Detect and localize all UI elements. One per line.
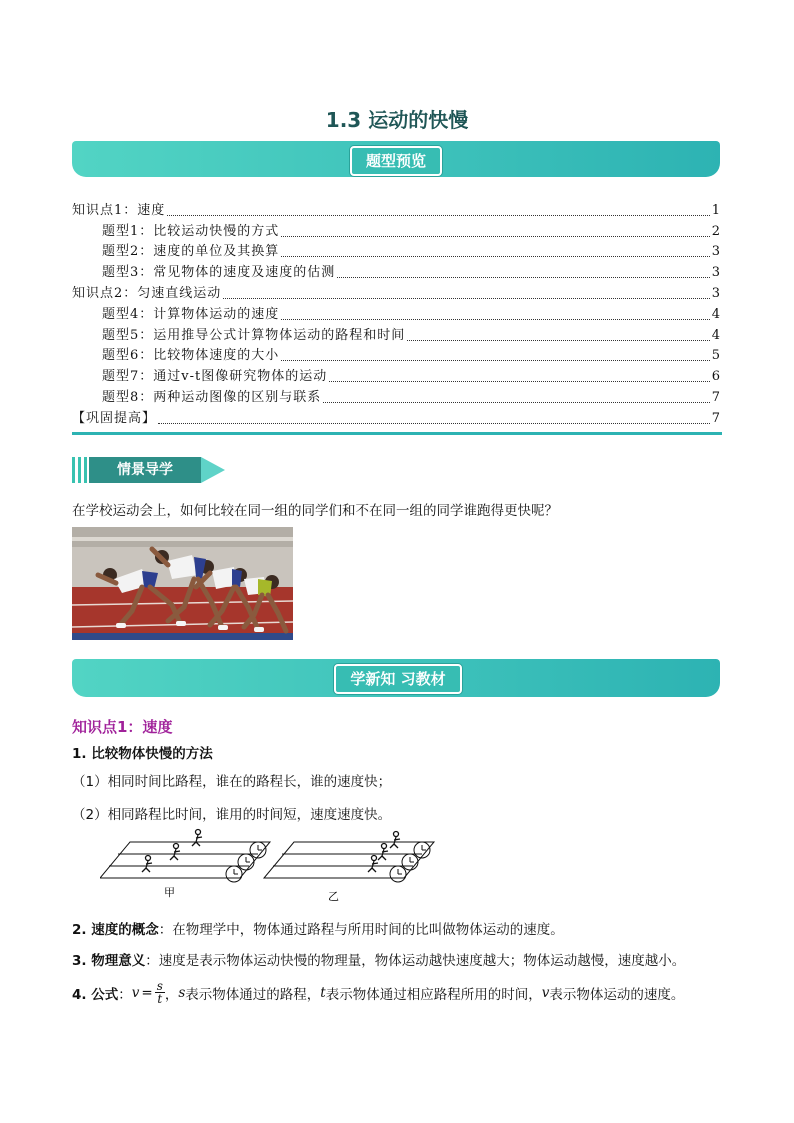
paragraph-label: 3. 物理意义 — [72, 953, 146, 969]
toc-entry-text: 题型4：计算物体运动的速度 — [102, 306, 280, 322]
symbol-s: s — [178, 984, 186, 1001]
toc-leader-dots — [281, 236, 709, 237]
toc-leader-dots — [158, 423, 710, 424]
toc-page-number: 4 — [711, 327, 720, 343]
figure-caption-b: 乙 — [328, 890, 339, 902]
page-title: 1.3 运动的快慢 — [325, 108, 469, 132]
toc-entry-text: 题型8：两种运动图像的区别与联系 — [102, 389, 322, 405]
scene-question: 在学校运动会上，如何比较在同一组的同学们和不在同一组的同学谁跑得更快呢？ — [72, 503, 558, 519]
colon: ： — [118, 986, 132, 1003]
stripe-decoration — [84, 457, 87, 483]
toc-leader-dots — [323, 402, 709, 403]
toc-leader-dots — [329, 381, 709, 382]
paragraph-text: ， — [164, 986, 179, 1003]
banner-label-learn: 学新知 习教材 — [334, 664, 462, 694]
toc-row[interactable] — [72, 242, 720, 263]
stripe-decoration — [78, 457, 81, 483]
paragraph-meaning — [72, 949, 685, 969]
formula-equals: = — [141, 984, 153, 1001]
race-comparison-figure — [100, 826, 440, 902]
toc-leader-dots — [281, 256, 709, 257]
toc-leader-dots — [281, 319, 709, 320]
paragraph-formula — [72, 980, 684, 1005]
toc-entry-text: 知识点2：匀速直线运动 — [72, 285, 222, 301]
toc-entry-text: 【巩固提高】 — [72, 410, 157, 426]
toc-row[interactable] — [72, 262, 720, 283]
toc-row[interactable] — [72, 221, 720, 242]
table-of-contents — [72, 200, 720, 429]
toc-row[interactable] — [72, 200, 720, 221]
toc-leader-dots — [337, 277, 709, 278]
toc-entry-text: 题型1：比较运动快慢的方式 — [102, 223, 280, 239]
toc-page-number: 1 — [711, 202, 720, 218]
toc-row[interactable] — [72, 325, 720, 346]
paragraph-text: 表示物体通过的路程， — [185, 986, 321, 1003]
toc-row[interactable] — [72, 346, 720, 367]
toc-entry-text: 题型5：运用推导公式计算物体运动的路程和时间 — [102, 327, 406, 343]
toc-leader-dots — [281, 360, 709, 361]
toc-page-number: 3 — [711, 265, 720, 281]
toc-page-number: 7 — [711, 389, 720, 405]
figure-caption-a: 甲 — [164, 886, 175, 899]
paragraph-concept — [72, 918, 564, 938]
toc-entry-text: 题型3：常见物体的速度及速度的估测 — [102, 265, 336, 281]
toc-entry-text: 题型7：通过v-t图像研究物体的运动 — [102, 369, 328, 385]
toc-leader-dots — [167, 215, 709, 216]
fraction-denominator: t — [157, 992, 163, 1006]
knowledge-point-heading: 知识点1：速度 — [72, 718, 173, 736]
toc-page-number: 3 — [711, 285, 720, 301]
toc-divider — [72, 432, 722, 435]
toc-page-number: 2 — [711, 223, 720, 239]
stripe-decoration — [72, 457, 75, 483]
toc-page-number: 7 — [711, 410, 720, 426]
toc-entry-text: 题型2：速度的单位及其换算 — [102, 244, 280, 260]
paragraph-label: 4. 公式 — [72, 986, 119, 1003]
toc-entry-text: 知识点1：速度 — [72, 202, 166, 218]
banner-label-preview: 题型预览 — [350, 146, 442, 176]
paragraph-text: 表示物体运动的速度。 — [549, 986, 685, 1003]
toc-row[interactable] — [72, 387, 720, 408]
section-title: 1. 比较物体快慢的方法 — [72, 746, 213, 762]
toc-page-number: 4 — [711, 306, 720, 322]
toc-row[interactable] — [72, 408, 720, 429]
sprinters-photo — [72, 527, 293, 640]
toc-page-number: 6 — [711, 369, 720, 385]
list-item: （1）相同时间比路程，谁在的路程长，谁的速度快； — [72, 774, 392, 790]
toc-leader-dots — [223, 298, 709, 299]
toc-page-number: 5 — [711, 348, 720, 364]
toc-row[interactable] — [72, 283, 720, 304]
toc-page-number: 3 — [711, 244, 720, 260]
fraction-numerator: s — [156, 979, 163, 993]
toc-row[interactable] — [72, 366, 720, 387]
toc-leader-dots — [407, 340, 709, 341]
list-item: （2）相同路程比时间，谁用的时间短，速度速度快。 — [72, 807, 392, 823]
symbol-t: t — [320, 984, 326, 1001]
paragraph-text: ：速度是表示物体运动快慢的物理量，物体运动越快速度越大；物体运动越慢，速度越小。 — [145, 953, 686, 969]
formula-fraction — [155, 980, 165, 1005]
paragraph-text: ：在物理学中，物体通过路程与所用时间的比叫做物体运动的速度。 — [158, 922, 564, 938]
toc-row[interactable] — [72, 304, 720, 325]
paragraph-text: 表示物体通过相应路程所用的时间， — [325, 986, 542, 1003]
symbol-v: v — [541, 984, 550, 1001]
paragraph-label: 2. 速度的概念 — [72, 922, 159, 938]
scene-label: 情景导学 — [89, 457, 201, 483]
arrow-icon — [201, 457, 225, 483]
formula-v: v — [131, 984, 140, 1001]
toc-entry-text: 题型6：比较物体速度的大小 — [102, 348, 280, 364]
